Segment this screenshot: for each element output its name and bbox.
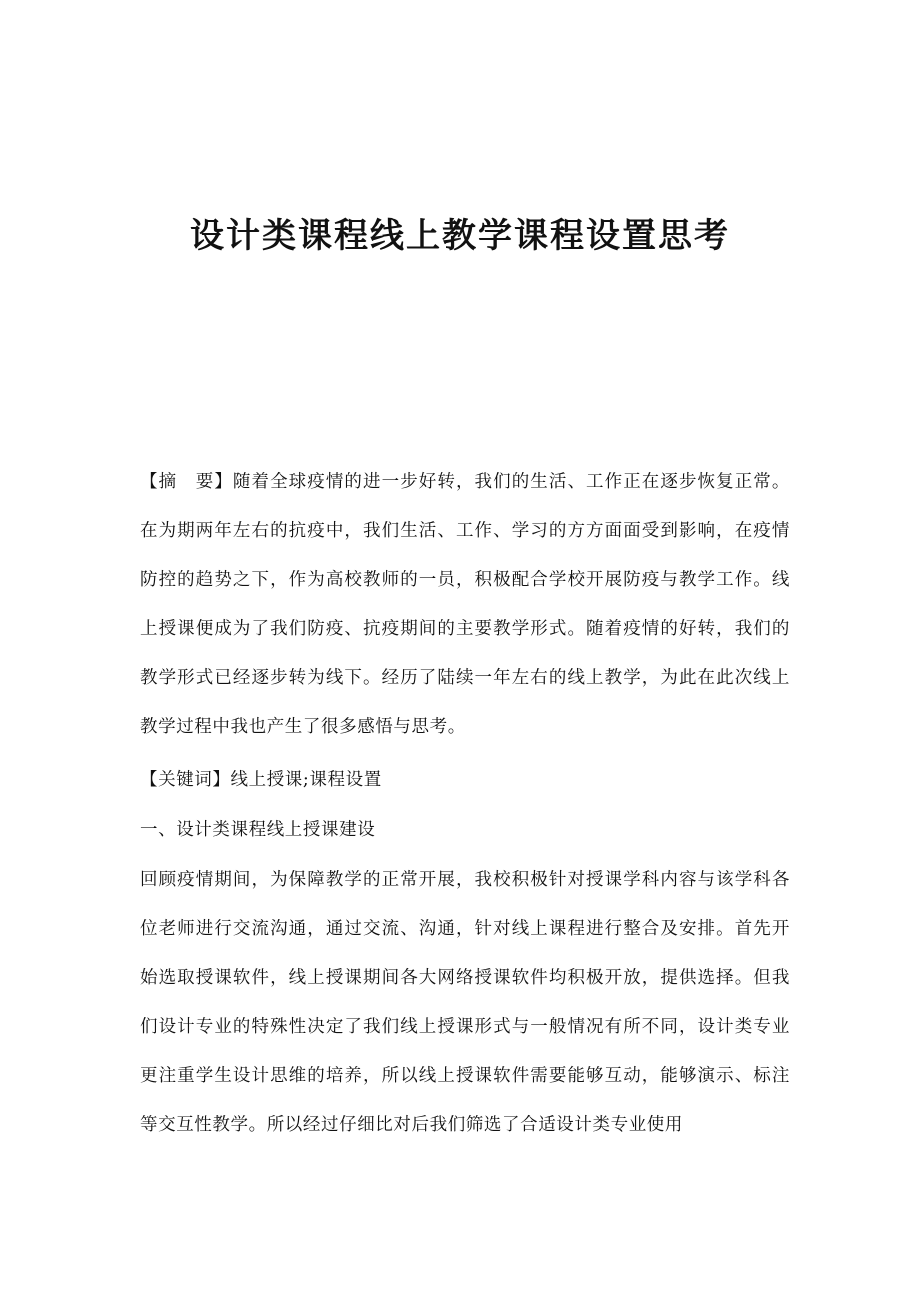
main-text-block [140,856,790,1150]
keywords-paragraph: 【关键词】线上授课;课程设置 [140,770,382,790]
keywords-block [140,756,790,805]
abstract-paragraph: 【摘 要】随着全球疫情的进一步好转，我们的生活、工作正在逐步恢复正常。在为期两年左右的抗疫中，我们生活、工作、学习的方方面面受到影响，在疫情防控的趋势之下，作为高校教师的一员，积极配合学校开展防疫与教学工作。线上授课便成为了我们防疫、抗疫期间的主要教学形式。随着疫情的好转，我们的教学形式已经逐步转为线下。经历了陆续一年左右的线上教学，为此在此次线上教学过程中我也产生了很多感悟与思考。 [140,472,790,737]
document-title: 设计类课程线上教学课程设置思考 [190,216,730,256]
section-heading: 一、设计类课程线上授课建设 [140,820,376,840]
section-heading-block [140,806,790,855]
body-paragraph: 回顾疫情期间，为保障教学的正常开展，我校积极针对授课学科内容与该学科各位老师进行交流沟通，通过交流、沟通，针对线上课程进行整合及安排。首先开始选取授课软件，线上授课期间各大网络授课软件均积极开放，提供选择。但我们设计专业的特殊性决定了我们线上授课形式与一般情况有所不同，设计类专业更注重学生设计思维的培养，所以线上授课软件需要能够互动，能够演示、标注等交互性教学。所以经过仔细比对后我们筛选了合适设计类专业使用 [140,870,790,1135]
abstract-block [140,458,790,752]
